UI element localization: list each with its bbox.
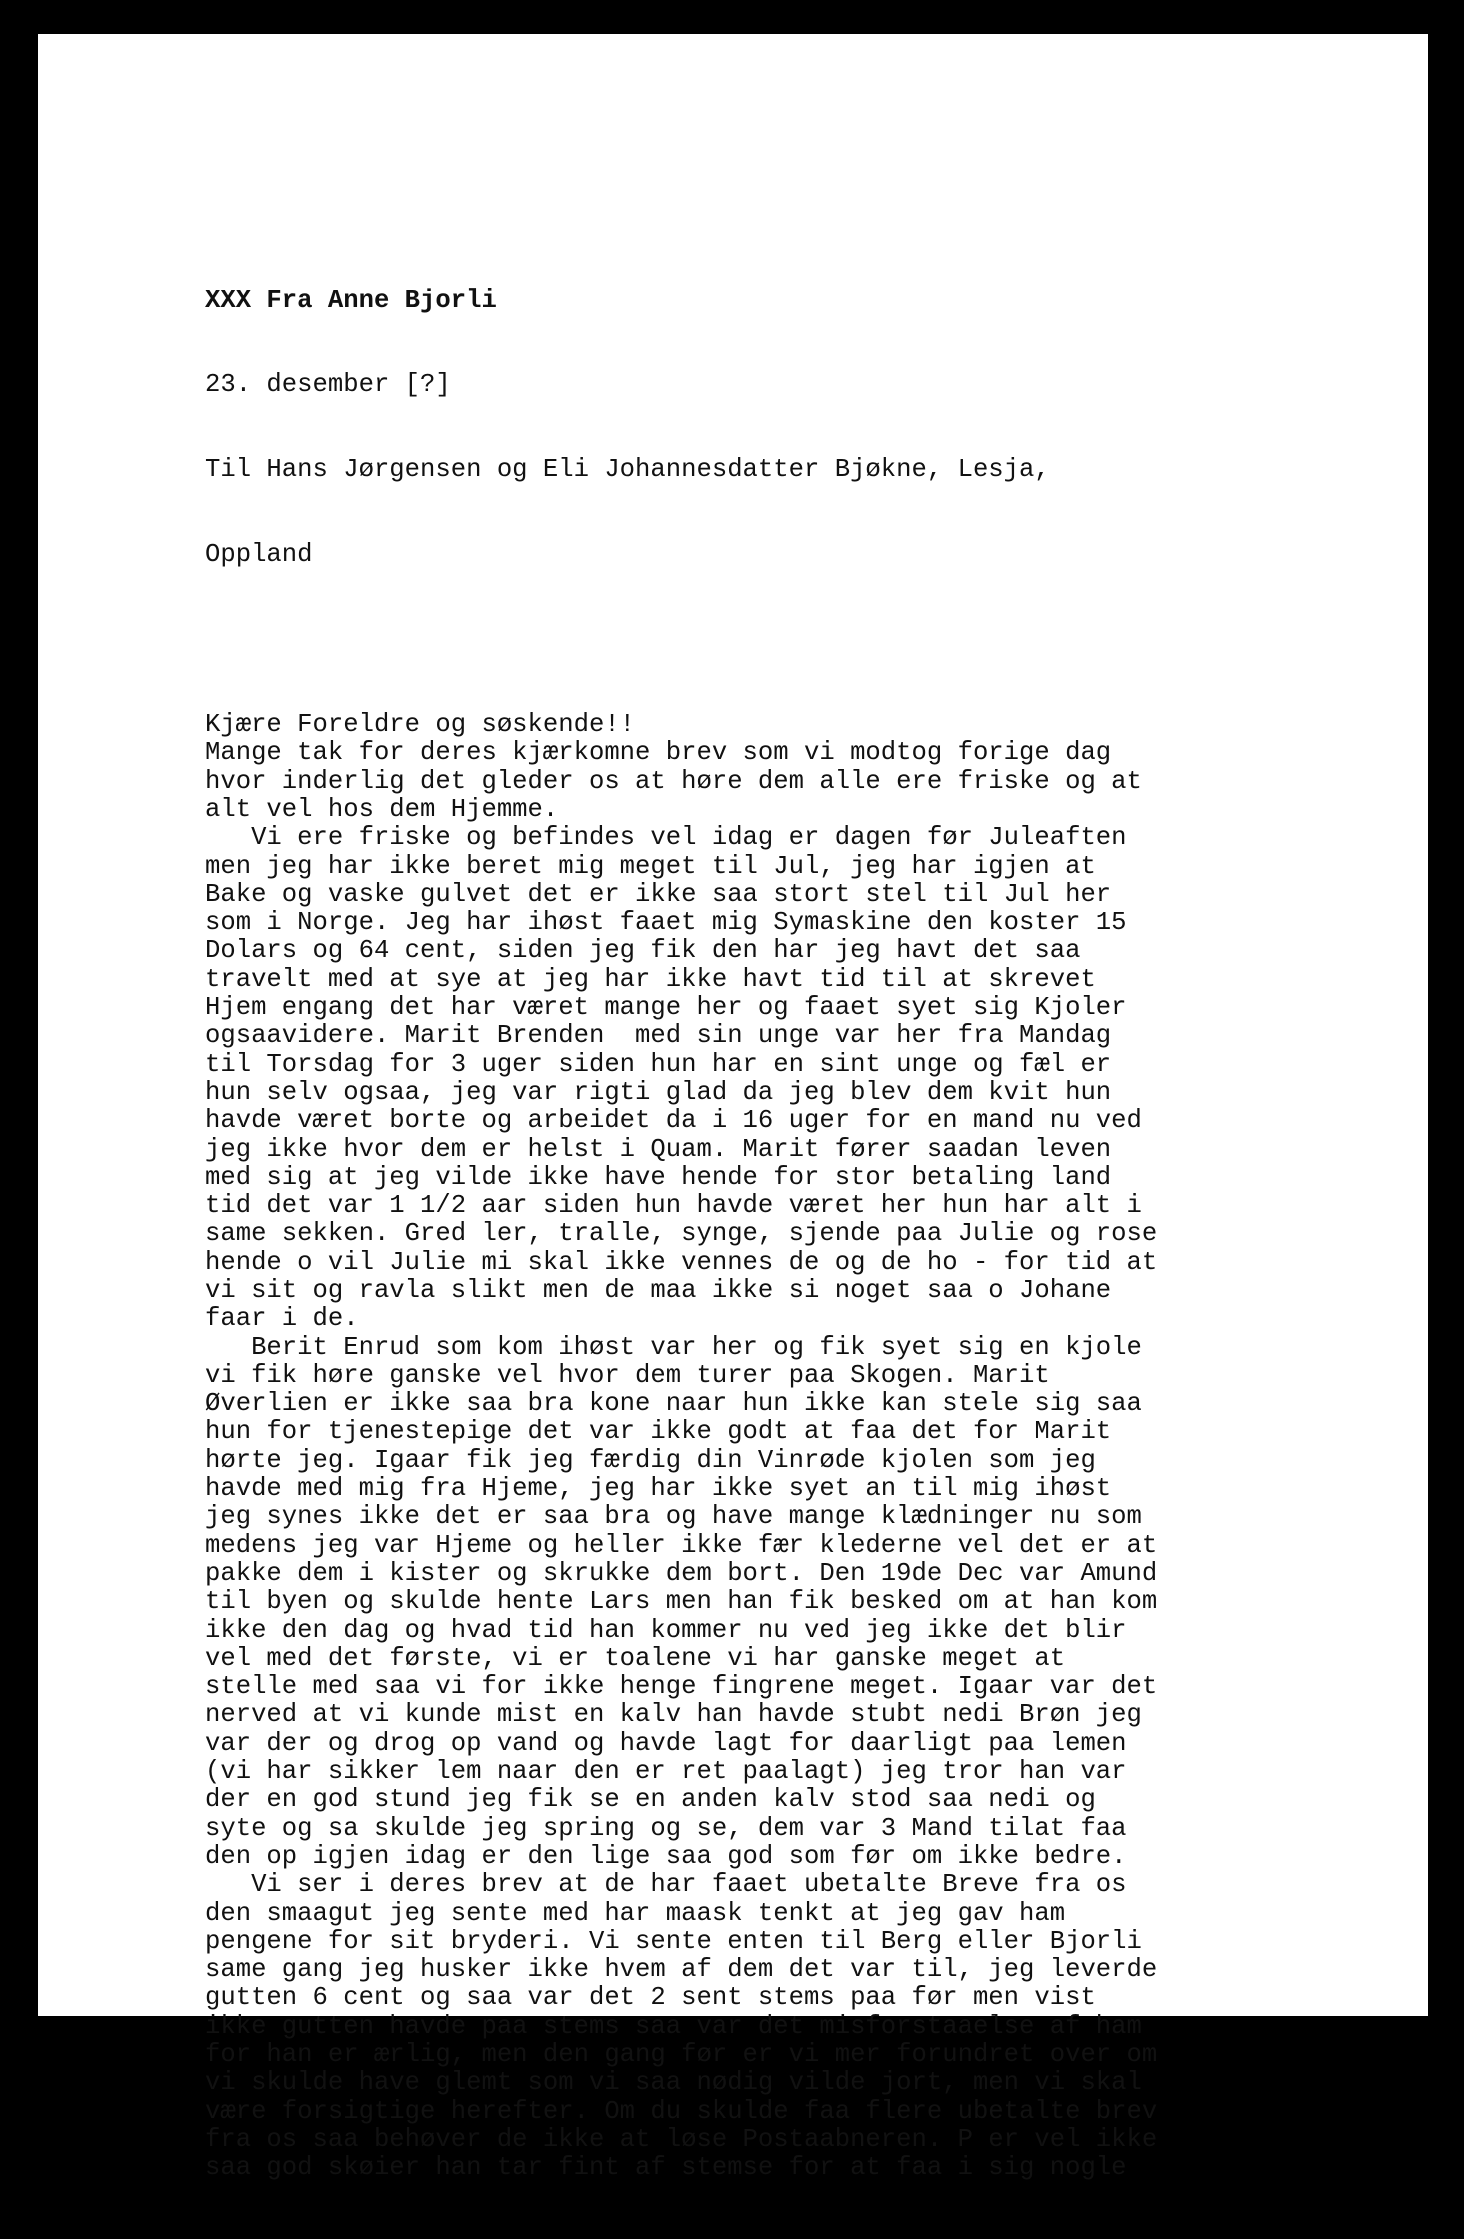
letter-line: tid det var 1 1/2 aar siden hun havde været her hun har alt i	[205, 1191, 1142, 1221]
letter-text	[205, 230, 1365, 2239]
letter-line: Øverlien er ikke saa bra kone naar hun ikke kan stele sig saa	[205, 1389, 1142, 1419]
letter-date: 23. desember [?]	[205, 370, 451, 400]
letter-line: syte og sa skulde jeg spring og se, dem var 3 Mand tilat faa	[205, 1813, 1127, 1843]
letter-line: Berit Enrud som kom ihøst var her og fik syet sig en kjole	[205, 1332, 1142, 1362]
document-page	[38, 34, 1428, 2183]
letter-line: for han er ærlig, men den gang før er vi mer forundret over om	[205, 2040, 1158, 2069]
letter-line: faar i de.	[205, 1304, 359, 1334]
recipient-line: Oppland	[205, 540, 313, 570]
letter-line: der en god stund jeg fik se en anden kalv stod saa nedi og	[205, 1785, 1096, 1815]
letter-line: vi skulde have glemt som vi saa nødig vilde jort, men vi skal	[205, 2068, 1142, 2098]
letter-line: havde været borte og arbeidet da i 16 uger for en mand nu ved	[205, 1106, 1142, 1136]
letter-line: men jeg har ikke beret mig meget til Jul, jeg har igjen at	[205, 851, 1096, 881]
letter-line: jeg synes ikke det er saa bra og have mange klædninger nu som	[205, 1502, 1142, 1532]
letter-line: (vi har sikker lem naar den er ret paalagt) jeg tror han var	[205, 1757, 1127, 1787]
letter-line: alt vel hos dem Hjemme.	[205, 794, 559, 824]
letter-line: som i Norge. Jeg har ihøst faaet mig Symaskine den koster 15	[205, 908, 1127, 938]
recipient-line: Til Hans Jørgensen og Eli Johannesdatter Bjøkne, Lesja,	[205, 455, 1050, 485]
letter-line: saa god skøier han tar fint af stemse for at faa i sig nogle	[205, 2153, 1127, 2183]
letter-line: gutten 6 cent og saa var det 2 sent stems paa før men vist	[205, 1983, 1096, 2013]
letter-line: Kjære Foreldre og søskende!!	[205, 710, 636, 740]
letter-line: hun for tjenestepige det var ikke godt at faa det for Marit	[205, 1417, 1112, 1447]
letter-line: havde med mig fra Hjeme, jeg har ikke syet an til mig ihøst	[205, 1474, 1112, 1504]
letter-line: den smaagut jeg sente med har maask tenkt at jeg gav ham	[205, 1898, 1066, 1928]
letter-line: same sekken. Gred ler, tralle, synge, sjende paa Julie og rose	[205, 1219, 1158, 1249]
letter-line: være forsigtige herefter. Om du skulde faa flere ubetalte brev	[205, 2096, 1158, 2126]
letter-line: pakke dem i kister og skrukke dem bort. Den 19de Dec var Amund	[205, 1558, 1158, 1588]
letter-line: hørte jeg. Igaar fik jeg færdig din Vinrøde kjolen som jeg	[205, 1445, 1096, 1475]
spacer	[205, 626, 1365, 654]
letter-body	[205, 711, 1365, 2182]
letter-line: jeg ikke hvor dem er helst i Quam. Marit fører saadan leven	[205, 1134, 1112, 1164]
letter-line: til byen og skulde hente Lars men han fik besked om at han kom	[205, 1587, 1158, 1617]
letter-line: fra os saa behøver de ikke at løse Postaabneren. P er vel ikke	[205, 2124, 1158, 2154]
letter-line: same gang jeg husker ikke hvem af dem det var til, jeg leverde	[205, 1955, 1158, 1985]
letter-line: Dolars og 64 cent, siden jeg fik den har jeg havt det saa	[205, 936, 1081, 966]
letter-line: Hjem engang det har været mange her og faaet syet sig Kjoler	[205, 993, 1127, 1023]
letter-line: den op igjen idag er den lige saa god som før om ikke bedre.	[205, 1841, 1127, 1871]
letter-line: vi sit og ravla slikt men de maa ikke si noget saa o Johane	[205, 1275, 1112, 1305]
letter-line: ikke den dag og hvad tid han kommer nu ved jeg ikke det blir	[205, 1615, 1127, 1645]
letter-line: vi fik høre ganske vel hvor dem turer paa Skogen. Marit	[205, 1360, 1050, 1390]
letter-line: hvor inderlig det gleder os at høre dem alle ere friske og at	[205, 766, 1142, 796]
letter-line: stelle med saa vi for ikke henge fingrene meget. Igaar var det	[205, 1672, 1158, 1702]
letter-line: hende o vil Julie mi skal ikke vennes de og de ho - for tid at	[205, 1247, 1158, 1277]
letter-line: til Torsdag for 3 uger siden hun har en sint unge og fæl er	[205, 1049, 1112, 1079]
letter-line: nerved at vi kunde mist en kalv han havde stubt nedi Brøn jeg	[205, 1700, 1142, 1730]
letter-line: Vi ere friske og befindes vel idag er dagen før Juleaften	[205, 823, 1127, 853]
letter-line: vel med det første, vi er toalene vi har ganske meget at	[205, 1643, 1066, 1673]
letter-line: Vi ser i deres brev at de har faaet ubetalte Breve fra os	[205, 1870, 1127, 1900]
letter-line: med sig at jeg vilde ikke have hende for stor betaling land	[205, 1162, 1112, 1192]
letter-line: hun selv ogsaa, jeg var rigti glad da jeg blev dem kvit hun	[205, 1077, 1112, 1107]
letter-line: var der og drog op vand og havde lagt for daarligt paa lemen	[205, 1728, 1127, 1758]
letter-line: Mange tak for deres kjærkomne brev som vi modtog forige dag	[205, 738, 1112, 768]
letter-line: medens jeg var Hjeme og heller ikke fær klederne vel det er at	[205, 1530, 1158, 1560]
letter-line: pengene for sit bryderi. Vi sente enten til Berg eller Bjorli	[205, 1926, 1142, 1956]
letter-line: Bake og vaske gulvet det er ikke saa stort stel til Jul her	[205, 879, 1112, 909]
letter-title: XXX Fra Anne Bjorli	[205, 285, 497, 315]
letter-line: travelt med at sye at jeg har ikke havt tid til at skrevet	[205, 964, 1096, 994]
letter-line: ikke gutten havde paa stems saa var det misforstaaelse af ham	[205, 2011, 1142, 2041]
letter-line: ogsaavidere. Marit Brenden med sin unge var her fra Mandag	[205, 1021, 1112, 1051]
